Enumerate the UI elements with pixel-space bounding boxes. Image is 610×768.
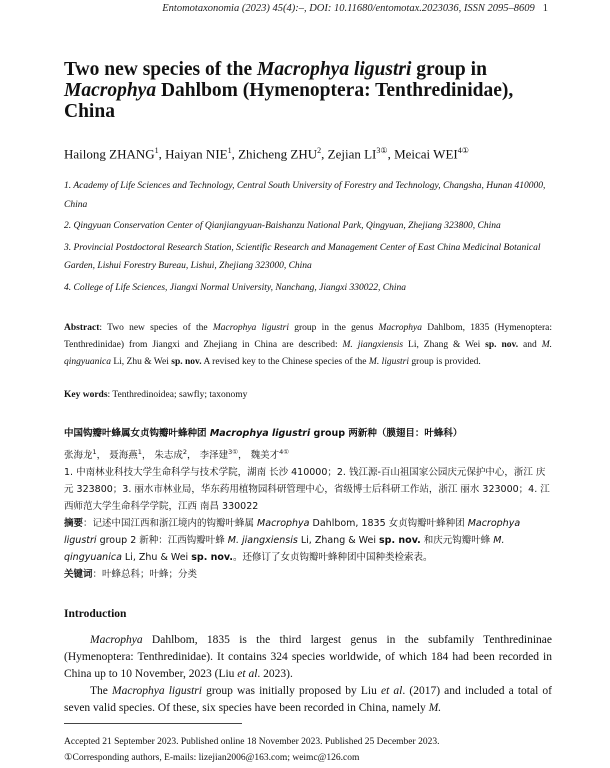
chinese-title: 中国钩瓣叶蜂属女贞钩瓣叶蜂种团 Macrophya ligustri group 两新种（膜翅目：叶蜂科） xyxy=(64,428,463,439)
publication-dates: Accepted 21 September 2023. Published online 18 November 2023. Published 25 December 2023. xyxy=(64,737,440,747)
journal-citation: Entomotaxonomia (2023) 45(4):–, DOI: 10.11680/entomotax.2023036, ISSN 2095–8609 xyxy=(162,3,535,14)
chinese-affiliations: 1. 中南林业科技大学生命科学与技术学院，湖南 长沙 410000；2. 钱江源-百山祖国家公园庆元保护中心，浙江 庆元 323800；3. 丽水市林业局，华东药用植物园科研管理中心，省级博士后科研工作站，浙江 丽水 323000；4. 江西师范大学生命科学学院，江西 南昌 330022 xyxy=(64,467,550,513)
affiliation: 3. Provincial Postdoctoral Research Station, Scientific Research and Management Center of East China Medicinal Botanical Garden, Lishui Forestry Bureau, Lishui, Zhejiang 323000, China xyxy=(64,242,541,271)
chinese-keywords: 关键词：叶蜂总科；叶蜂；分类 xyxy=(64,569,198,581)
introduction-text xyxy=(64,632,552,717)
affiliations xyxy=(64,177,552,300)
chinese-abstract: 摘要：记述中国江西和浙江境内的钩瓣叶蜂属 Macrophya Dahlbom, 1835 女贞钩瓣叶蜂种团 Macrophya ligustri group 2 新种：江西钩瓣叶蜂 M. jiangxiensis Li, Zhang & Wei sp. nov. 和庆元钩瓣叶蜂 M. qingyuanica Li, Zhu & Wei sp. nov.。还修订了女贞钩瓣叶蜂种团中国种类检索表。 xyxy=(64,518,521,564)
author: Zhicheng ZHU xyxy=(238,146,318,162)
affiliation: 1. Academy of Life Sciences and Technology, Central South University of Forestry and Technology, Changsha, Hunan 410000, China xyxy=(64,181,546,210)
chinese-abstract-block xyxy=(64,425,552,583)
footnotes xyxy=(64,734,439,766)
abstract: Abstract: Two new species of the Macrophya ligustri group in the genus Macrophya Dahlbom, 1835 (Hymenoptera: Tenthredinidae) from Jiangxi and Zhejiang in China are described: M. jiangxiensis Li, Zhang & Wei sp. nov. and M. qingyuanica Li, Zhu & Wei sp. nov. A revised key to the Chinese species of the M. ligustri group is provided. xyxy=(64,323,552,367)
article-title: Two new species of the Macrophya ligustri group in Macrophya Dahlbom (Hymenoptera: Tenthredinidae), China xyxy=(64,59,514,122)
author-list: Hailong ZHANG$^1$, Haiyan NIE$^1$, Zhicheng ZHU$^2$, Zejian $LI^{3①}$, Meicai $WEI^{4①}$ xyxy=(64,146,469,162)
author: Zejian LI xyxy=(327,146,377,162)
author: Meicai WEI xyxy=(394,146,458,162)
section-heading: Introduction xyxy=(64,608,127,620)
affiliation: 4. College of Life Sciences, Jiangxi Normal University, Nanchang, Jiangxi 330022, China xyxy=(64,282,406,293)
affiliation: 2. Qingyuan Conservation Center of Qianjiangyuan-Baishanzu National Park, Qingyuan, Zhejiang 323800, China xyxy=(64,221,501,231)
chinese-authors: 张海龙$^1$， 聂海燕$^1$， 朱志成$^2$， 李泽建$^{3①}$， 魏美才$^{4①}$ xyxy=(64,448,290,462)
paragraph: The Macrophya ligustri group was initially proposed by Liu et al. (2017) and included a total of seven valid species. Of these, six species have been recorded in China, namely M. xyxy=(64,685,552,714)
running-header xyxy=(162,3,548,14)
footnote-divider xyxy=(64,723,242,724)
keywords: Key words: Tenthredinoidea; sawfly; taxonomy xyxy=(64,390,248,400)
author: Hailong ZHANG xyxy=(64,146,155,162)
page-number: 1 xyxy=(542,3,548,14)
paragraph: Macrophya Dahlbom, 1835 is the third largest genus in the subfamily Tenthredininae (Hymenoptera: Tenthredinidae). It contains 324 species worldwide, of which 184 had been recorded in China up to 10 November, 2023 (Liu et al. 2023). xyxy=(64,634,552,680)
author: Haiyan NIE xyxy=(165,146,228,162)
corresponding-authors: ①Corresponding authors, E-mails: lizejian2006@163.com; weimc@126.com xyxy=(64,753,360,763)
